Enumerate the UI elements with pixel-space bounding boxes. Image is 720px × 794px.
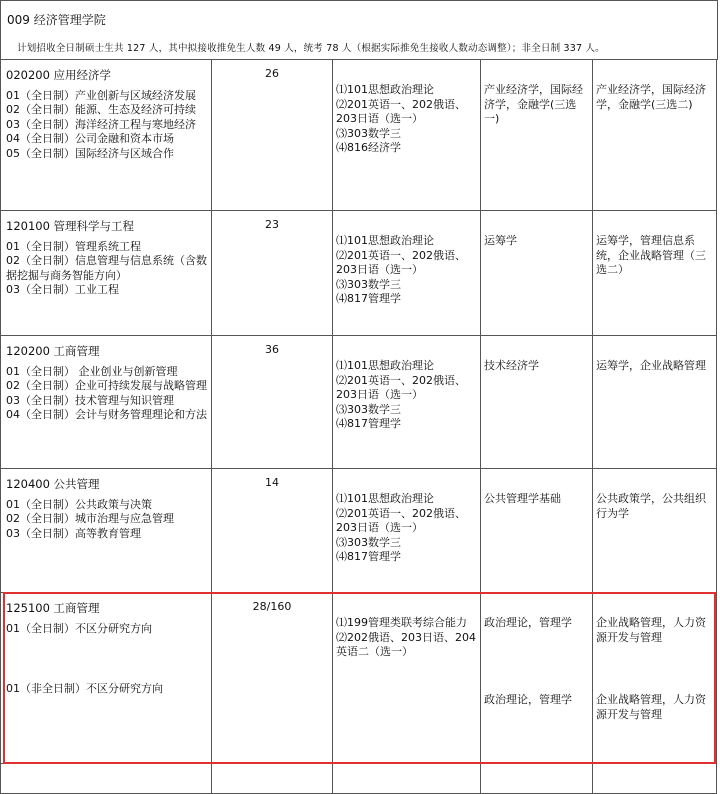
- exam-subject: ⑴101思想政治理论: [336, 83, 434, 96]
- direction-item: 01（全日制）公共政策与决策: [6, 497, 152, 511]
- extra-test-subjects: 运筹学，企业战略管理: [596, 359, 706, 372]
- table-row: [1, 60, 717, 211]
- direction-item: 03（全日制）工业工程: [6, 283, 119, 296]
- exam-subject: ⑴199管理类联考综合能力: [336, 616, 467, 629]
- extra-test-cell: [593, 211, 717, 336]
- retest-cell: [481, 336, 593, 469]
- department-enrollment-note: 计划招收全日制硕士生共 127 人，其中拟接收推免生人数 49 人，统考 78 人（根据实际推免生接收人数动态调整）；非全日制 337 人。: [17, 43, 605, 54]
- direction-item: 01（全日制） 企业创业与创新管理: [6, 364, 178, 378]
- extra-test-subjects: 产业经济学，国际经济学，金融学(三选二): [596, 83, 706, 111]
- direction-item: 03（全日制）海洋经济工程与寒地经济: [6, 117, 196, 131]
- exam-subject: ⑷817管理学: [336, 417, 401, 430]
- extra-test-subjects: 运筹学，管理信息系统，企业战略管理（三选二）: [596, 234, 706, 276]
- direction-item: 04（全日制）公司金融和资本市场: [6, 132, 174, 145]
- retest-cell: [481, 60, 593, 211]
- table-row: [1, 211, 717, 336]
- direction-item: 01（全日制）管理系统工程: [6, 239, 141, 253]
- direction-item: 01（全日制）产业创新与区域经济发展: [6, 88, 196, 102]
- exam-subject: ⑷817管理学: [336, 550, 401, 563]
- exam-subject: ⑶303数学三: [336, 126, 401, 140]
- count-cell: [212, 469, 333, 593]
- major-cell: [1, 469, 212, 593]
- major-cell: [1, 593, 212, 764]
- exam-subject: ⑷817管理学: [336, 292, 401, 305]
- exam-subject: ⑴101思想政治理论: [336, 359, 434, 372]
- retest-subjects: 公共管理学基础: [484, 492, 561, 505]
- exam-subject: ⑴101思想政治理论: [336, 234, 434, 247]
- department-header: [0, 0, 718, 60]
- exam-cell: [333, 60, 481, 211]
- exam-subject: ⑴101思想政治理论: [336, 492, 434, 505]
- extra-test-subjects: 公共政策学，公共组织行为学: [596, 492, 706, 520]
- major-cell: [1, 336, 212, 469]
- exam-cell: [333, 336, 481, 469]
- direction-item: 02（全日制）能源、生态及经济可持续: [6, 103, 196, 116]
- major-title: 020200 应用经济学: [6, 68, 112, 82]
- retest-subjects: 政治理论，管理学: [484, 692, 572, 706]
- count-cell: [212, 211, 333, 336]
- direction-item: 03（全日制）技术管理与知识管理: [6, 393, 174, 407]
- enrollment-count: 23: [265, 218, 279, 231]
- department-title: 009 经济管理学院: [7, 13, 106, 27]
- table-row: [1, 764, 717, 794]
- retest-subjects: 政治理论，管理学: [484, 616, 572, 629]
- extra-test-cell: [593, 60, 717, 211]
- count-cell: [212, 60, 333, 211]
- major-cell: [1, 60, 212, 211]
- count-cell: [212, 336, 333, 469]
- exam-subject: ⑵201英语一、202俄语、203日语（选一）: [336, 373, 466, 401]
- extra-test-cell: [593, 469, 717, 593]
- major-title: 120400 公共管理: [6, 477, 100, 491]
- retest-cell: [481, 593, 593, 764]
- enrollment-count: 14: [265, 476, 279, 489]
- direction-item: 01（非全日制）不区分研究方向: [6, 682, 163, 695]
- major-table: [0, 59, 717, 794]
- enrollment-count: 36: [265, 343, 279, 356]
- exam-subject: ⑶303数学三: [336, 277, 401, 291]
- exam-cell: [333, 469, 481, 593]
- table-row: [1, 469, 717, 593]
- major-title: 120200 工商管理: [6, 344, 100, 358]
- table-row-mba: [1, 593, 717, 764]
- retest-cell: [481, 469, 593, 593]
- retest-subjects: 运筹学: [484, 234, 517, 247]
- retest-subjects: 技术经济学: [484, 359, 539, 372]
- retest-subjects: 产业经济学，国际经济学，金融学(三选一): [484, 83, 583, 125]
- direction-item: 02（全日制）城市治理与应急管理: [6, 512, 174, 525]
- major-cell: [1, 211, 212, 336]
- enrollment-count: 28/160: [252, 600, 292, 613]
- exam-subject: ⑷816经济学: [336, 141, 401, 154]
- extra-test-subjects: 企业战略管理，人力资源开发与管理: [596, 693, 706, 721]
- extra-test-subjects: 企业战略管理，人力资源开发与管理: [596, 616, 706, 644]
- exam-subject: ⑶303数学三: [336, 402, 401, 416]
- exam-subject: ⑵201英语一、202俄语、203日语（选一）: [336, 97, 466, 125]
- direction-item: 02（全日制）信息管理与信息系统（含数据挖掘与商务智能方向）: [6, 254, 207, 282]
- direction-item: 01（全日制）不区分研究方向: [6, 621, 152, 635]
- exam-cell: [333, 593, 481, 764]
- direction-item: 04（全日制）会计与财务管理理论和方法: [6, 408, 207, 421]
- major-title: 125100 工商管理: [6, 601, 100, 615]
- table-row: [1, 336, 717, 469]
- extra-test-cell: [593, 593, 717, 764]
- exam-subject: ⑶303数学三: [336, 535, 401, 549]
- direction-item: 02（全日制）企业可持续发展与战略管理: [6, 379, 207, 392]
- exam-subject: ⑵201英语一、202俄语、203日语（选一）: [336, 248, 466, 276]
- exam-subject: ⑵201英语一、202俄语、203日语（选一）: [336, 506, 466, 534]
- direction-item: 03（全日制）高等教育管理: [6, 526, 141, 540]
- exam-subject: ⑵202俄语、203日语、204英语二（选一）: [336, 630, 476, 658]
- enrollment-count: 26: [265, 67, 279, 80]
- exam-cell: [333, 211, 481, 336]
- major-title: 120100 管理科学与工程: [6, 219, 135, 233]
- count-cell: [212, 593, 333, 764]
- direction-item: 05（全日制）国际经济与区域合作: [6, 146, 174, 160]
- extra-test-cell: [593, 336, 717, 469]
- retest-cell: [481, 211, 593, 336]
